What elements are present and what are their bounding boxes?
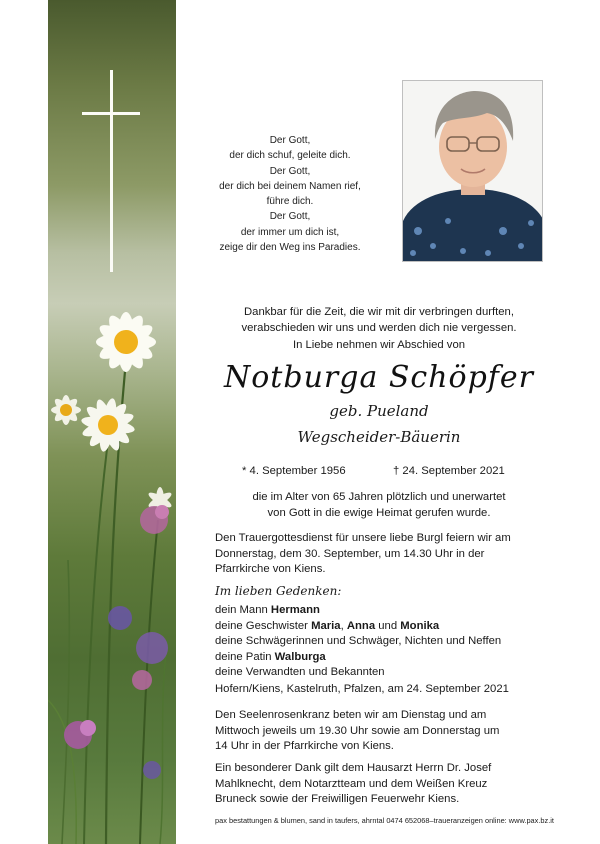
rosary-line: Mittwoch jeweils um 19.30 Uhr sowie am Donnerstag um [215, 724, 500, 737]
death-notice-line: die im Alter von 65 Jahren plötzlich und unerwartet [252, 491, 506, 503]
rosary-text [215, 708, 543, 755]
birth-name: geb. Pueland [329, 402, 429, 420]
mourner-text: , [340, 619, 347, 632]
verse-line: zeige dir den Weg ins Paradies. [219, 242, 361, 254]
daisy-large-icon [96, 312, 157, 373]
cross-icon [110, 70, 113, 272]
verse-line: Der Gott, [269, 135, 311, 146]
death-notice [190, 490, 568, 521]
mourner-name: Walburga [274, 650, 326, 663]
thanks-text [215, 761, 543, 808]
service-line: Den Trauergottesdienst für unsere liebe Burgl feiern wir am [215, 532, 511, 544]
cornflower-icon [64, 505, 169, 779]
verse-line: der dich schuf, geleite dich. [229, 150, 351, 162]
poem-verse [190, 133, 390, 255]
gratitude-text [190, 304, 568, 336]
service-line: Donnerstag, dem 30. September, um 14.30 Uhr in der [215, 547, 485, 560]
mourner-line: deine Schwägerinnen und Schwäger, Nichten und Neffen [215, 635, 502, 647]
gratitude-line: Dankbar für die Zeit, die wir mit dir verbringen durften, [244, 306, 514, 318]
cross-bar-icon [82, 112, 140, 115]
deceased-name: Notburga Schöpfer [224, 360, 534, 395]
mourner-name: Monika [400, 619, 440, 632]
floral-border-image [48, 0, 176, 844]
mourner-line [215, 650, 501, 666]
verse-line: Der Gott, [269, 211, 311, 223]
thanks-line: Bruneck sowie der Freiwilligen Feuerwehr Kiens. [215, 793, 460, 805]
memory-heading: Im lieben Gedenken: [215, 584, 342, 598]
mourner-line: deine Verwandten und Bekannten [215, 666, 385, 678]
farewell-text: In Liebe nehmen wir Abschied von [292, 339, 466, 351]
death-notice-line: von Gott in die ewige Heimat gerufen wurde. [267, 506, 491, 519]
portrait-illustration [403, 81, 543, 262]
gratitude-line: verabschieden wir uns und werden dich nie vergessen. [241, 322, 517, 334]
funeral-home-footer: pax bestattungen & blumen, sand in taufers, ahrntal 0474 652068–traueranzeigen online: www.pax.bz.it [215, 816, 554, 825]
thanks-line: Mahlknecht, dem Notarztteam und dem Weißen Kreuz [215, 777, 488, 790]
mourner-text: deine Patin [215, 650, 275, 663]
death-date: † 24. September 2021 [393, 465, 505, 477]
verse-line: führe dich. [266, 196, 314, 208]
verse-line: der dich bei deinem Namen rief, [219, 180, 361, 192]
birth-date: * 4. September 1956 [242, 465, 346, 477]
mourner-name: Maria [311, 619, 341, 632]
mourner-text: deine Geschwister [215, 619, 312, 632]
verse-line: der immer um dich ist, [240, 226, 340, 238]
place-and-date: Hofern/Kiens, Kastelruth, Pfalzen, am 24. September 2021 [215, 683, 509, 695]
mourners-list [215, 603, 501, 681]
rosary-line: Den Seelenrosenkranz beten wir am Dienstag und am [215, 709, 487, 721]
funeral-service-text [215, 531, 543, 578]
mourner-name: Hermann [270, 604, 320, 616]
portrait-photo [402, 80, 543, 262]
daisy-medium-icon [80, 397, 136, 453]
rosary-line: 14 Uhr in der Pfarrkirche von Kiens. [215, 740, 394, 752]
thanks-line: Ein besonderer Dank gilt dem Hausarzt Herrn Dr. Josef [215, 762, 492, 774]
verse-line: Der Gott, [269, 165, 311, 177]
mourner-text: und [375, 619, 401, 632]
farm-title: Wegscheider-Bäuerin [297, 428, 461, 446]
service-line: Pfarrkirche von Kiens. [215, 563, 326, 575]
mourner-name: Anna [346, 619, 376, 632]
daisy-small-icon [51, 395, 81, 425]
mourner-line [215, 619, 501, 635]
mourner-text: dein Mann [215, 604, 271, 616]
mourner-line [215, 603, 501, 619]
